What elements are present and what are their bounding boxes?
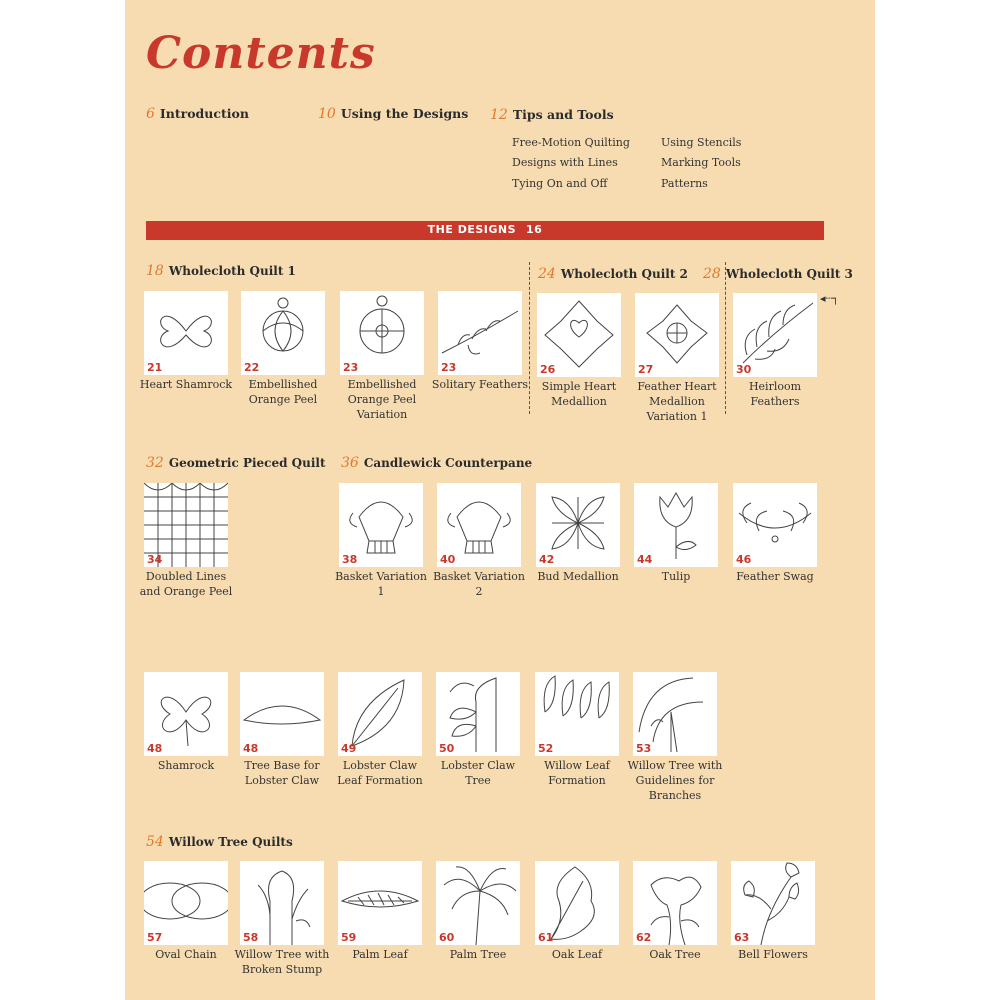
- design-caption: Tree Base for Lobster Claw: [244, 759, 320, 787]
- design-page-number: 52: [538, 742, 554, 755]
- sub-entry[interactable]: Tying On and Off: [512, 177, 608, 190]
- design-caption: Simple Heart Medallion: [541, 380, 617, 408]
- banner-page: 16: [526, 223, 543, 236]
- design-tile[interactable]: [635, 293, 719, 377]
- design-tile[interactable]: [733, 483, 817, 567]
- design-caption: Lobster Claw Leaf Formation: [337, 759, 423, 787]
- design-page-number: 49: [341, 742, 357, 755]
- design-tile[interactable]: [338, 672, 422, 756]
- design-tile[interactable]: [144, 483, 228, 567]
- design-caption: Willow Tree with Guidelines for Branches: [627, 759, 723, 802]
- section-candlewick[interactable]: [341, 455, 532, 471]
- design-caption: Heirloom Feathers: [748, 380, 802, 408]
- design-caption: Willow Leaf Formation: [544, 759, 610, 787]
- design-page-number: 60: [439, 931, 455, 944]
- design-page-number: 62: [636, 931, 652, 944]
- design-tile[interactable]: [731, 861, 815, 945]
- design-caption: Willow Tree with Broken Stump: [234, 948, 330, 976]
- designs-banner: [146, 221, 824, 240]
- design-tile[interactable]: [733, 293, 817, 377]
- section-wholecloth-2[interactable]: [538, 266, 688, 282]
- design-tile[interactable]: [535, 861, 619, 945]
- section-label: Candlewick Counterpane: [363, 456, 533, 470]
- design-page-number: 26: [540, 363, 556, 376]
- section-label: Willow Tree Quilts: [168, 835, 293, 849]
- design-caption: Oak Leaf: [551, 948, 603, 961]
- sub-entry[interactable]: Patterns: [661, 177, 708, 190]
- entry-label: Using the Designs: [340, 106, 469, 121]
- design-page-number: 57: [147, 931, 163, 944]
- entry-label: Tips and Tools: [512, 107, 614, 122]
- section-label: Geometric Pieced Quilt: [168, 456, 326, 470]
- design-tile[interactable]: [437, 483, 521, 567]
- page-number: 54: [146, 834, 164, 850]
- design-tile[interactable]: [537, 293, 621, 377]
- design-page-number: 44: [637, 553, 653, 566]
- page-number: 10: [318, 106, 336, 122]
- design-page-number: 53: [636, 742, 652, 755]
- design-tile[interactable]: [436, 861, 520, 945]
- design-caption: Tulip: [661, 570, 691, 583]
- section-label: Wholecloth Quilt 1: [168, 264, 296, 278]
- design-caption: Oak Tree: [649, 948, 701, 961]
- sub-entry[interactable]: Marking Tools: [661, 156, 741, 169]
- page-number: 12: [490, 107, 508, 123]
- design-tile[interactable]: [633, 861, 717, 945]
- section-wholecloth-1[interactable]: [146, 263, 296, 279]
- design-caption: Embellished Orange Peel: [248, 378, 318, 406]
- design-page-number: 27: [638, 363, 654, 376]
- design-tile[interactable]: [633, 672, 717, 756]
- design-caption: Feather Swag: [736, 570, 814, 583]
- design-page-number: 23: [343, 361, 359, 374]
- sub-entry[interactable]: Designs with Lines: [512, 156, 618, 169]
- design-caption: Solitary Feathers: [431, 378, 529, 391]
- design-tile[interactable]: [241, 291, 325, 375]
- design-page-number: 48: [147, 742, 163, 755]
- design-caption: Heart Shamrock: [139, 378, 233, 391]
- section-geometric[interactable]: [146, 455, 326, 471]
- design-page-number: 58: [243, 931, 259, 944]
- design-tile[interactable]: [338, 861, 422, 945]
- design-caption: Bud Medallion: [537, 570, 619, 583]
- design-tile[interactable]: [144, 672, 228, 756]
- design-caption: Palm Tree: [449, 948, 507, 961]
- design-caption: Palm Leaf: [352, 948, 408, 961]
- design-tile[interactable]: [240, 861, 324, 945]
- page-number: 18: [146, 263, 164, 279]
- sub-entry[interactable]: Free-Motion Quilting: [512, 136, 630, 149]
- toc-entry-introduction[interactable]: [146, 106, 249, 122]
- design-tile[interactable]: [438, 291, 522, 375]
- design-caption: Oval Chain: [155, 948, 217, 961]
- page-number: 32: [146, 455, 164, 471]
- design-tile[interactable]: [240, 672, 324, 756]
- entry-label: Introduction: [159, 106, 249, 121]
- design-page-number: 42: [539, 553, 555, 566]
- design-caption: Embellished Orange Peel Variation: [347, 378, 417, 421]
- design-page-number: 61: [538, 931, 554, 944]
- page-number: 36: [341, 455, 359, 471]
- design-page-number: 59: [341, 931, 357, 944]
- page-title: Contents: [146, 28, 376, 79]
- banner-label: THE DESIGNS: [427, 223, 517, 236]
- design-tile[interactable]: [340, 291, 424, 375]
- design-caption: Basket Variation 2: [433, 570, 525, 598]
- design-caption: Shamrock: [157, 759, 215, 772]
- design-page-number: 34: [147, 553, 163, 566]
- page-number: 6: [146, 106, 155, 122]
- design-page-number: 22: [244, 361, 260, 374]
- design-page-number: 63: [734, 931, 750, 944]
- section-label: Wholecloth Quilt 2: [560, 267, 688, 281]
- design-page-number: 21: [147, 361, 163, 374]
- design-page-number: 30: [736, 363, 752, 376]
- section-willow-tree[interactable]: [146, 834, 293, 850]
- design-page-number: 40: [440, 553, 456, 566]
- design-page-number: 46: [736, 553, 752, 566]
- design-tile[interactable]: [535, 672, 619, 756]
- design-caption: Basket Variation 1: [335, 570, 427, 598]
- section-label: Wholecloth Quilt 3: [725, 267, 853, 281]
- design-caption: Feather Heart Medallion Variation 1: [637, 380, 717, 423]
- design-page-number: 23: [441, 361, 457, 374]
- page-number: 28: [703, 266, 721, 282]
- design-tile[interactable]: [634, 483, 718, 567]
- page-number: 24: [538, 266, 556, 282]
- design-tile[interactable]: [536, 483, 620, 567]
- toc-entry-using-designs[interactable]: [318, 106, 468, 122]
- design-tile[interactable]: [144, 291, 228, 375]
- arrow-icon: ◂┈┐: [820, 292, 839, 305]
- design-tile[interactable]: [144, 861, 228, 945]
- design-caption: Lobster Claw Tree: [440, 759, 516, 787]
- sub-entry[interactable]: Using Stencils: [661, 136, 742, 149]
- design-caption: Bell Flowers: [738, 948, 808, 961]
- design-tile[interactable]: [436, 672, 520, 756]
- design-page-number: 50: [439, 742, 455, 755]
- design-tile[interactable]: [339, 483, 423, 567]
- design-page-number: 38: [342, 553, 358, 566]
- design-page-number: 48: [243, 742, 259, 755]
- design-caption: Doubled Lines and Orange Peel: [139, 570, 233, 598]
- toc-entry-tips-tools[interactable]: [490, 107, 614, 123]
